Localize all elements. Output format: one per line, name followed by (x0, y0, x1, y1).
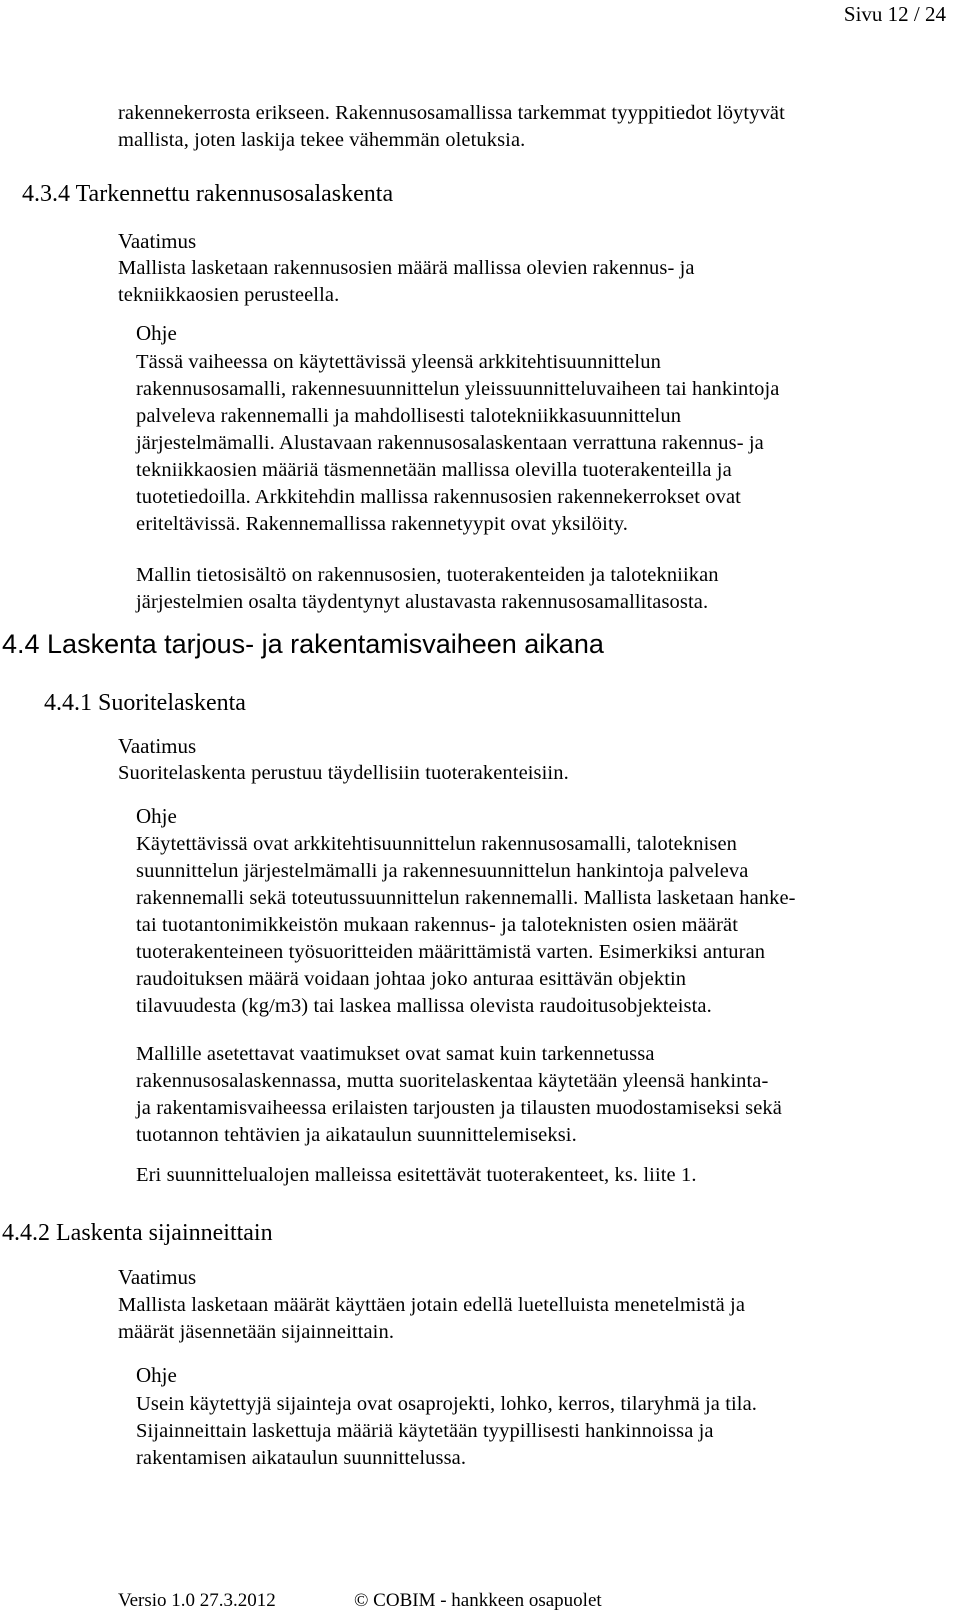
text-line: Mallin tietosisältö on rakennusosien, tuoterakenteiden ja talotekniikan (136, 564, 719, 586)
text-line: rakennusosalaskennassa, mutta suoritelaskentaa käytetään yleensä hankinta- (136, 1070, 769, 1092)
guide-paragraph (136, 1391, 757, 1472)
guide-paragraph (136, 562, 719, 616)
text-line: Käytettävissä ovat arkkitehtisuunnittelun rakennusosamalli, taloteknisen (136, 833, 737, 855)
text-line: palveleva rakennemalli ja mahdollisesti talotekniikkasuunnittelun (136, 405, 682, 427)
requirement-label: Vaatimus (118, 1265, 197, 1289)
text-line: tekniikkaosien määriä täsmennetään mallissa olevilla tuoterakenteilla ja (136, 459, 732, 481)
text-line: rakennusosamalli, rakennesuunnittelun yleissuunnitteluvaiheen tai hankintoja (136, 378, 780, 400)
text-line: Suoritelaskenta perustuu täydellisiin tuoterakenteisiin. (118, 762, 569, 784)
text-line: Sijainneittain laskettuja määriä käytetään tyypillisesti hankinnoissa ja (136, 1420, 714, 1442)
section-heading-4-4: 4.4 Laskenta tarjous- ja rakentamisvaiheen aikana (2, 629, 604, 659)
text-line: tuotetiedoilla. Arkkitehdin mallissa rakennusosien rakennekerrokset ovat (136, 486, 741, 508)
text-line: eriteltävissä. Rakennemallissa rakennetyypit ovat yksilöity. (136, 513, 628, 535)
text-line: järjestelmien osalta täydentynyt alustavasta rakennusosamallitasosta. (136, 591, 709, 613)
text-line: raudoituksen määrä voidaan johtaa joko anturaa esittävän objektin (136, 968, 687, 990)
text-line: Mallille asetettavat vaatimukset ovat samat kuin tarkennetussa (136, 1043, 655, 1065)
text-line: rakennekerrosta erikseen. Rakennusosamallissa tarkemmat tyyppitiedot löytyvät (118, 102, 785, 124)
text-line: rakennemalli sekä toteutussuunnittelun rakennemalli. Mallista lasketaan hanke- (136, 887, 796, 909)
text-line: rakentamisen aikataulun suunnittelussa. (136, 1447, 467, 1469)
page-number: Sivu 12 / 24 (843, 2, 946, 26)
text-line: Mallista lasketaan määrät käyttäen jotain edellä luetelluista menetelmistä ja (118, 1294, 746, 1316)
text-line: tekniikkaosien perusteella. (118, 284, 340, 306)
text-line: tilavuudesta (kg/m3) tai laskea mallissa olevista raudoitusobjekteista. (136, 995, 712, 1017)
text-line: Tässä vaiheessa on käytettävissä yleensä arkkitehtisuunnittelun (136, 351, 661, 373)
guide-label: Ohje (136, 804, 177, 828)
guide-paragraph (136, 349, 780, 538)
text-line: suunnittelun järjestelmämalli ja rakennesuunnittelun hankintoja palveleva (136, 860, 749, 882)
text-line: tuotannon tehtävien ja aikataulun suunnittelemiseksi. (136, 1124, 577, 1146)
text-line: Mallista lasketaan rakennusosien määrä mallissa olevien rakennus- ja (118, 257, 695, 279)
text-line: Eri suunnittelualojen malleissa esitettävät tuoterakenteet, ks. liite 1. (136, 1164, 697, 1186)
guide-label: Ohje (136, 1363, 177, 1387)
text-line: järjestelmämalli. Alustavaan rakennusosalaskentaan verrattuna rakennus- ja (136, 432, 764, 454)
section-heading-4-4-1: 4.4.1 Suoritelaskenta (44, 690, 246, 716)
guide-label: Ohje (136, 321, 177, 345)
guide-paragraph (136, 1041, 782, 1149)
requirement-text (118, 1292, 745, 1346)
section-heading-4-4-2: 4.4.2 Laskenta sijainneittain (2, 1220, 273, 1246)
requirement-text (118, 255, 695, 309)
text-line: tuoterakenteineen työsuoritteiden määrittämistä varten. Esimerkiksi anturan (136, 941, 766, 963)
guide-paragraph (136, 1162, 697, 1189)
footer-version: Versio 1.0 27.3.2012 (118, 1590, 276, 1611)
footer-copyright: © COBIM - hankkeen osapuolet (354, 1590, 602, 1611)
guide-paragraph (136, 831, 796, 1020)
text-line: ja rakentamisvaiheessa erilaisten tarjousten ja tilausten muodostamiseksi sekä (136, 1097, 782, 1119)
section-heading-4-3-4: 4.3.4 Tarkennettu rakennusosalaskenta (22, 181, 394, 207)
text-line: mallista, joten laskija tekee vähemmän oletuksia. (118, 129, 526, 151)
requirement-label: Vaatimus (118, 734, 197, 758)
text-line: Usein käytettyjä sijainteja ovat osaprojekti, lohko, kerros, tilaryhmä ja tila. (136, 1393, 758, 1415)
requirement-label: Vaatimus (118, 229, 197, 253)
text-line: määrät jäsennetään sijainneittain. (118, 1321, 395, 1343)
intro-paragraph (118, 100, 785, 154)
text-line: tai tuotantonimikkeistön mukaan rakennus- ja taloteknisten osien määrät (136, 914, 739, 936)
requirement-text (118, 760, 569, 787)
